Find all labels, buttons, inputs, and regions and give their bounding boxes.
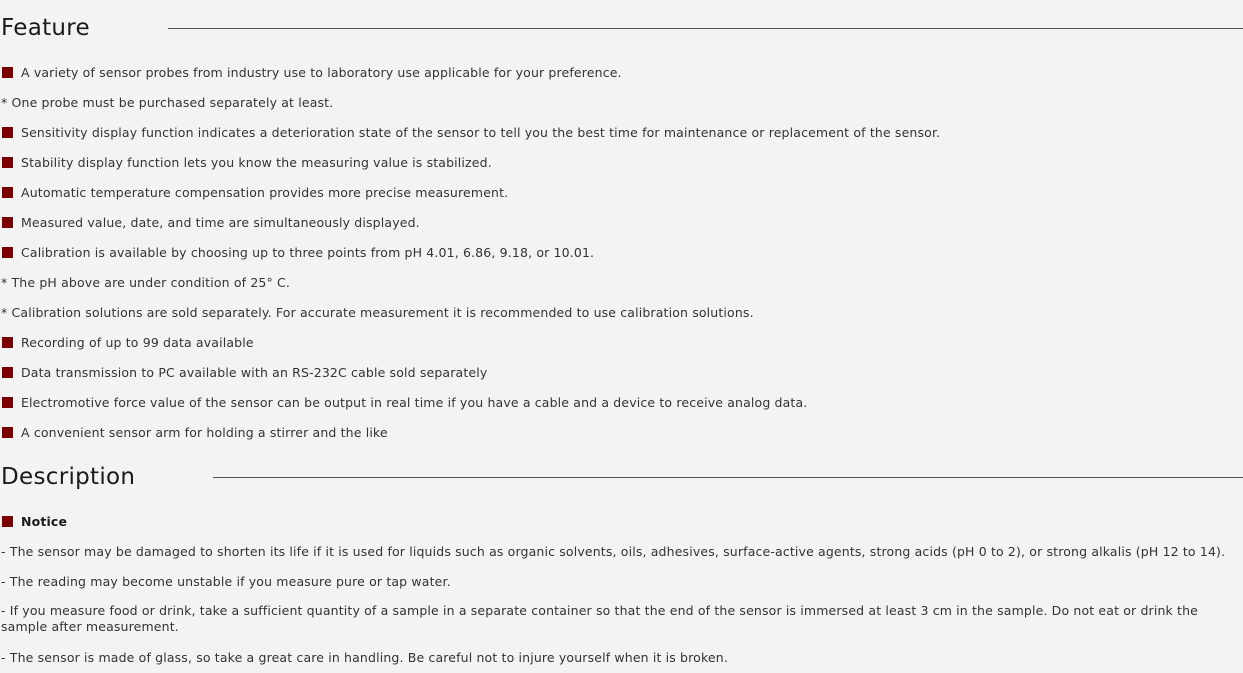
notice-item-text: - If you measure food or drink, take a sufficient quantity of a sample in a separate container so that the end of the sensor is immersed at least 3 cm in the sample. Do not eat or drink the sample after measurement.	[1, 603, 1199, 634]
feature-item-text: Stability display function lets you know the measuring value is stabilized.	[21, 154, 492, 170]
feature-heading-row	[1, 13, 1243, 43]
feature-item	[1, 327, 1243, 357]
feature-list	[1, 57, 1243, 447]
feature-item	[1, 417, 1243, 447]
notice-item	[1, 566, 1243, 596]
feature-note-text: * Calibration solutions are sold separately. For accurate measurement it is recommended to use calibration solutions.	[1, 304, 754, 320]
square-bullet-icon	[2, 67, 13, 78]
feature-item	[1, 147, 1243, 177]
feature-item-text: Data transmission to PC available with an RS-232C cable sold separately	[21, 364, 488, 380]
notice-item-text: - The sensor is made of glass, so take a great care in handling. Be careful not to injure yourself when it is broken.	[1, 649, 728, 665]
feature-heading: Feature	[1, 15, 91, 41]
feature-item-text: Sensitivity display function indicates a deterioration state of the sensor to tell you the best time for maintenance or replacement of the sensor.	[21, 124, 941, 140]
description-heading: Description	[1, 464, 136, 490]
notice-label: Notice	[21, 513, 68, 529]
feature-item	[1, 357, 1243, 387]
feature-item	[1, 177, 1243, 207]
notice-item	[1, 596, 1243, 642]
notice-item-text: - The sensor may be damaged to shorten its life if it is used for liquids such as organic solvents, oils, adhesives, surface-active agents, strong acids (pH 0 to 2), or strong alkalis (pH 12 to 14).	[1, 543, 1226, 559]
square-bullet-icon	[2, 427, 13, 438]
feature-item-text: Measured value, date, and time are simultaneously displayed.	[21, 214, 420, 230]
feature-note	[1, 267, 1243, 297]
feature-item	[1, 237, 1243, 267]
feature-note-text: * One probe must be purchased separately at least.	[1, 94, 334, 110]
feature-note	[1, 297, 1243, 327]
description-section	[0, 462, 1243, 672]
description-list	[1, 506, 1243, 672]
square-bullet-icon	[2, 127, 13, 138]
feature-item	[1, 117, 1243, 147]
feature-item-text: Automatic temperature compensation provides more precise measurement.	[21, 184, 509, 200]
square-bullet-icon	[2, 516, 13, 527]
square-bullet-icon	[2, 217, 13, 228]
feature-item	[1, 207, 1243, 237]
feature-divider	[168, 28, 1243, 29]
square-bullet-icon	[2, 397, 13, 408]
notice-item	[1, 642, 1243, 672]
feature-item-text: A variety of sensor probes from industry use to laboratory use applicable for your preference.	[21, 64, 622, 80]
description-divider	[213, 477, 1243, 478]
feature-item-text: Calibration is available by choosing up to three points from pH 4.01, 6.86, 9.18, or 10.01.	[21, 244, 595, 260]
square-bullet-icon	[2, 247, 13, 258]
feature-item-text: Electromotive force value of the sensor can be output in real time if you have a cable and a device to receive analog data.	[21, 394, 808, 410]
feature-item-text: Recording of up to 99 data available	[21, 334, 254, 350]
feature-item	[1, 387, 1243, 417]
square-bullet-icon	[2, 187, 13, 198]
notice-item-text: - The reading may become unstable if you measure pure or tap water.	[1, 573, 451, 589]
feature-section	[0, 13, 1243, 447]
feature-note-text: * The pH above are under condition of 25° C.	[1, 274, 291, 290]
feature-item-text: A convenient sensor arm for holding a stirrer and the like	[21, 424, 388, 440]
feature-note	[1, 87, 1243, 117]
square-bullet-icon	[2, 337, 13, 348]
notice-item	[1, 536, 1243, 566]
square-bullet-icon	[2, 157, 13, 168]
square-bullet-icon	[2, 367, 13, 378]
notice-heading	[1, 506, 1243, 536]
feature-item	[1, 57, 1243, 87]
description-heading-row	[1, 462, 1243, 492]
